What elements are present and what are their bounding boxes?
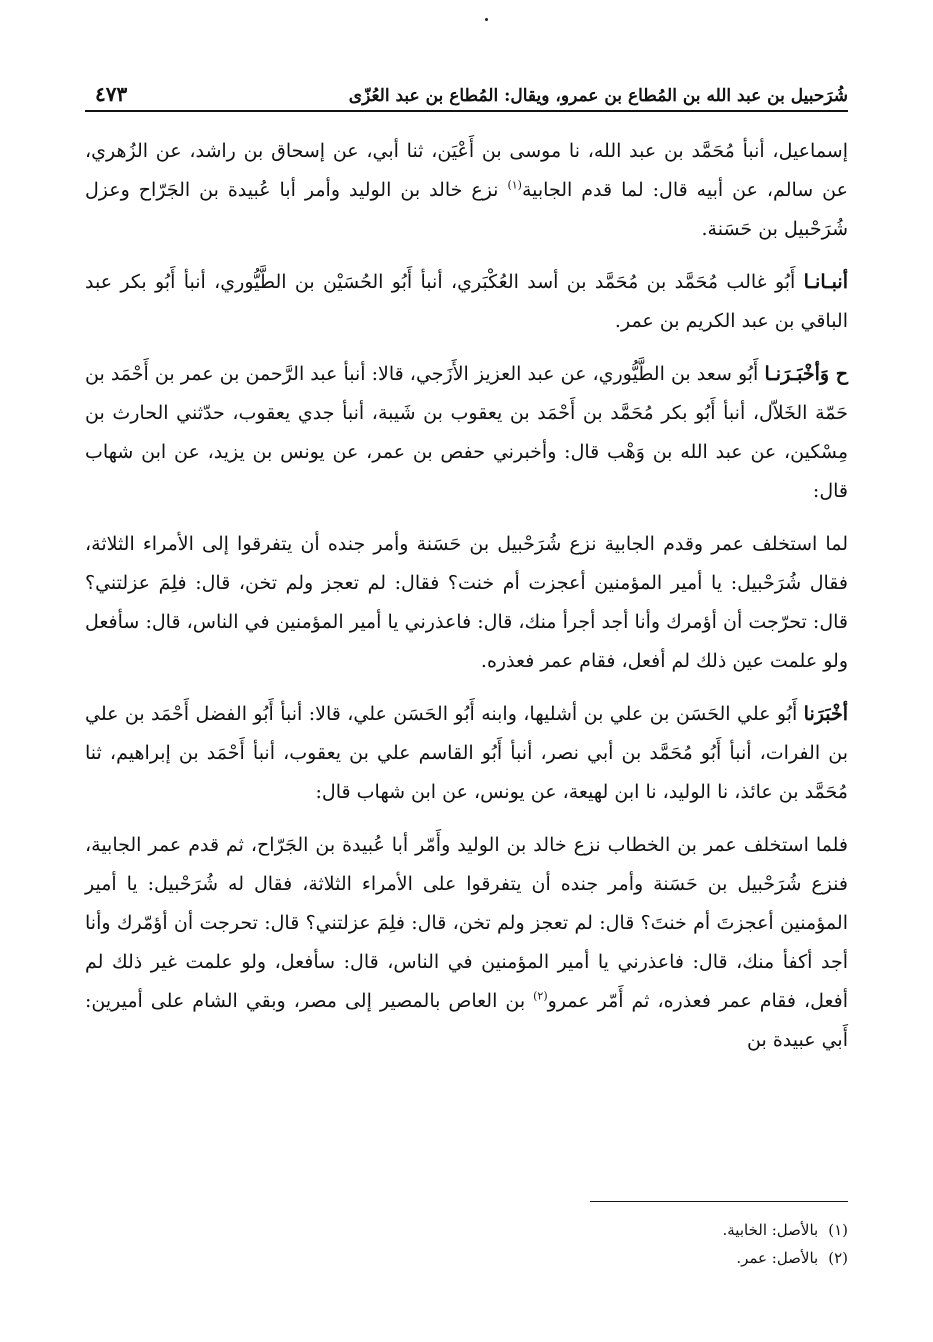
footnote-text: بالأصل: عمر. xyxy=(736,1249,819,1267)
footnote-text: بالأصل: الخابية. xyxy=(722,1221,819,1239)
printer-mark xyxy=(485,18,488,21)
paragraph-5: أخْبَرَنا أَبُو علي الحَسَن بن علي بن أشليها، وابنه أَبُو الحَسَن علي، قالا: أنبأ أَبُو الفضل أَحْمَد بن علي بن الفرات، أنبأ أَبُو مُحَمَّد بن أبي نصر، أنبأ أَبُو القاسم علي بن يعقوب، أنبأ أَحْمَد بن إبراهيم، ثنا مُحَمَّد بن عائذ، نا الوليد، نا ابن لهيعة، عن يونس، عن ابن شهاب قال: xyxy=(85,703,848,803)
isnad-keyword: ح وَأخْبَـرَنـا xyxy=(764,363,848,385)
header-rule xyxy=(85,110,848,112)
page-number: ٤٧٣ xyxy=(95,82,128,106)
paragraph-2: أنبـانـا أَبُو غالب مُحَمَّد بن مُحَمَّد بن أسد العُكْبَري، أنبأ أَبُو الحُسَيْن بن الطَّيُّوري، أنبأ أَبُو بكر عبد الباقي بن عبد الكريم بن عمر. xyxy=(85,271,848,332)
footnotes xyxy=(85,1216,848,1272)
paragraph-1: إسماعيل، أنبأ مُحَمَّد بن عبد الله، نا موسى بن أَعْيَن، ثنا أبي، عن إسحاق بن راشد، عن الزُهري، عن سالم، عن أبيه قال: لما قدم الجابية$^{(١)}$ نزع خالد بن الوليد وأمر أبا عُبيدة بن الجَرّاح وعزل شُرَحْبيل بن حَسَنة. xyxy=(85,140,848,240)
footnote-2 xyxy=(85,1244,848,1272)
footnote-ref-2: (٢) xyxy=(533,989,548,1003)
running-head-title: شُرَحبيل بن عبد الله بن المُطاع بن عمرو، ويقال: المُطاع بن عبد العُزّى xyxy=(348,86,848,106)
paragraph-4: لما استخلف عمر وقدم الجابية نزع شُرَحْبيل بن حَسَنة وأمر جنده أن يتفرقوا إلى الأمراء الثلاثة، فقال شُرَحْبيل: يا أمير المؤمنين أعجزت أم خنت؟ فقال: لم تعجز ولم تخن، قال: فلِمَ عزلتني؟ قال: تحرّجت أن أؤمرك وأنا أجد أجرأ منك، قال: فاعذرني يا أمير المؤمنين في الناس، قال: سأفعل ولو علمت عين ذلك لم أفعل، فقام عمر فعذره. xyxy=(85,533,848,672)
isnad-keyword: أخْبَرَنا xyxy=(803,703,848,725)
footnote-number: (٢) xyxy=(828,1249,848,1267)
paragraph-6: فلما استخلف عمر بن الخطاب نزع خالد بن الوليد وأَمّر أبا عُبيدة بن الجَرّاح، ثم قدم عمر الجابية، فنزع شُرَحْبيل بن حَسَنة وأمر جنده أن يتفرقوا على الأمراء الثلاثة، فقال له شُرَحْبيل: يا أمير المؤمنين أعجزتَ أم خنتَ؟ قال: لم تعجز ولم تخن، قال: فلِمَ عزلتني؟ قال: تحرجت أن أؤمّرك وأنا أجد أكفأ منك، قال: فاعذرني يا أمير المؤمنين في الناس، قال: سأفعل، ولو علمت غير ذلك لم أفعل، فقام عمر فعذره، ثم أَمّر عمرو$^{(٢)}$ بن العاص بالمصير إلى مصر، وبقي الشام على أميرين: أَبي عبيدة بن xyxy=(85,834,848,1051)
paragraph-3: ح وَأخْبَـرَنـا أَبُو سعد بن الطَّيُّوري، عن عبد العزيز الأَزَجي، قالا: أنبأ عبد الرَّحمن بن عمر بن أَحْمَد بن حَمّة الخَلاّل، أنبأ أَبُو بكر مُحَمَّد بن أَحْمَد بن يعقوب بن شَيبة، أنبأ جدي يعقوب، حدّثني الحارث بن مِسْكين، عن عبد الله بن وَهْب قال: وأخبرني حفص بن عمر، عن يونس بن يزيد، عن ابن شهاب قال: xyxy=(85,363,848,502)
footnote-rule xyxy=(590,1201,848,1202)
footnote-ref-1: (١) xyxy=(507,178,522,192)
isnad-keyword: أنبـانـا xyxy=(803,271,848,293)
main-text xyxy=(85,132,848,1074)
running-head xyxy=(95,62,848,106)
footnote-1 xyxy=(85,1216,848,1244)
footnote-number: (١) xyxy=(828,1221,848,1239)
